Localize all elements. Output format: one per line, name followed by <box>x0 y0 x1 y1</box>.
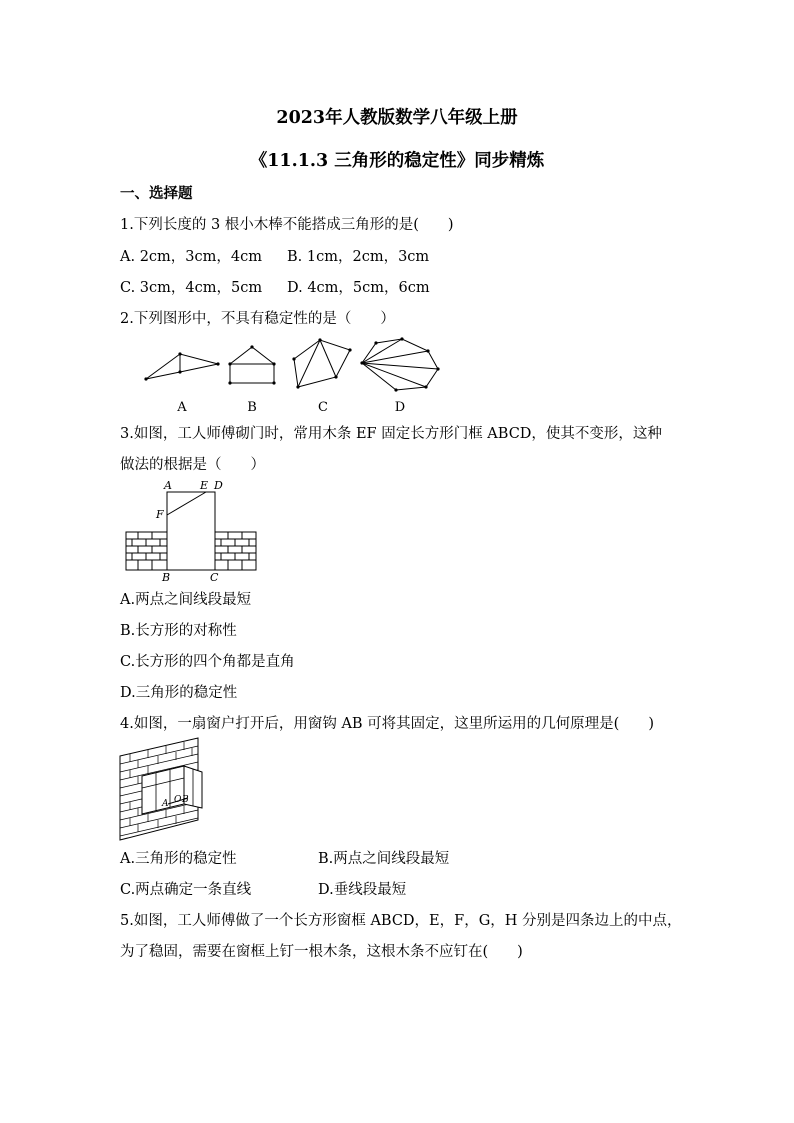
label-o: O <box>174 795 182 805</box>
question-1-option-a: A. 2cm，3cm，4cm <box>120 249 262 265</box>
figure-d-heptagon <box>362 339 438 390</box>
question-1-stem: 1.下列长度的 3 根小木棒不能搭成三角形的是( ) <box>120 217 454 233</box>
question-2-stem: 2.下列图形中，不具有稳定性的是（ ） <box>120 311 395 327</box>
question-1-option-b: B. 1cm，2cm，3cm <box>287 249 430 265</box>
label-c: C <box>210 571 219 584</box>
figure-b-pentagon <box>230 347 274 383</box>
label-e: E <box>200 479 209 492</box>
question-4-option-c: C.两点确定一条直线 <box>120 882 252 898</box>
question-3-option-d: D.三角形的稳定性 <box>120 685 238 701</box>
question-3-option-b: B.长方形的对称性 <box>120 623 237 639</box>
door-frame <box>167 492 215 570</box>
question-1-option-c: C. 3cm，4cm，5cm <box>120 280 263 296</box>
figure-label-c: C <box>318 400 328 415</box>
figure-c-pentagon <box>294 340 350 387</box>
question-3-option-a: A.两点之间线段最短 <box>120 592 252 608</box>
label-b: B <box>182 795 189 805</box>
question-4-stem: 4.如图，一扇窗户打开后，用窗钩 AB 可将其固定，这里所运用的几何原理是( ) <box>120 716 654 732</box>
label-a: A <box>164 479 172 492</box>
question-5-stem-line1: 5.如图，工人师傅做了一个长方形窗框 ABCD，E，F，G，H 分别是四条边上的中点， <box>120 913 682 929</box>
right-brick-wall <box>215 532 256 570</box>
label-d: D <box>214 479 223 492</box>
label-f: F <box>156 508 164 521</box>
question-3-option-c: C.长方形的四个角都是直角 <box>120 654 295 670</box>
question-3-stem-line1: 3.如图，工人师傅砌门时，常用木条 EF 固定长方形门框 ABCD，使其不变形，这种 <box>120 426 662 442</box>
page-title: 2023年人教版数学八年级上册 <box>276 108 518 128</box>
question-5-stem-line2: 为了稳固，需要在窗框上钉一根木条，这根木条不应钉在( ) <box>120 944 523 960</box>
question-4-option-a: A.三角形的稳定性 <box>120 851 237 867</box>
figure-label-a: A <box>177 400 187 415</box>
label-b: B <box>162 571 171 584</box>
question-3-stem-line2: 做法的根据是（ ） <box>120 457 265 473</box>
question-1-option-d: D. 4cm，5cm，6cm <box>287 280 430 296</box>
section-heading: 一、选择题 <box>120 185 193 202</box>
question-4-option-d: D.垂线段最短 <box>318 882 407 898</box>
question-4-window-figure <box>118 736 214 842</box>
question-4-option-b: B.两点之间线段最短 <box>318 851 450 867</box>
question-3-door-figure <box>124 480 264 584</box>
page-subtitle: 《11.1.3 三角形的稳定性》同步精炼 <box>249 151 545 171</box>
figure-a-quadrilateral <box>146 354 218 379</box>
label-a: A <box>162 799 169 809</box>
figure-label-b: B <box>247 400 257 415</box>
figure-label-d: D <box>394 400 406 415</box>
left-brick-wall <box>126 532 167 570</box>
question-2-figure <box>140 335 450 415</box>
